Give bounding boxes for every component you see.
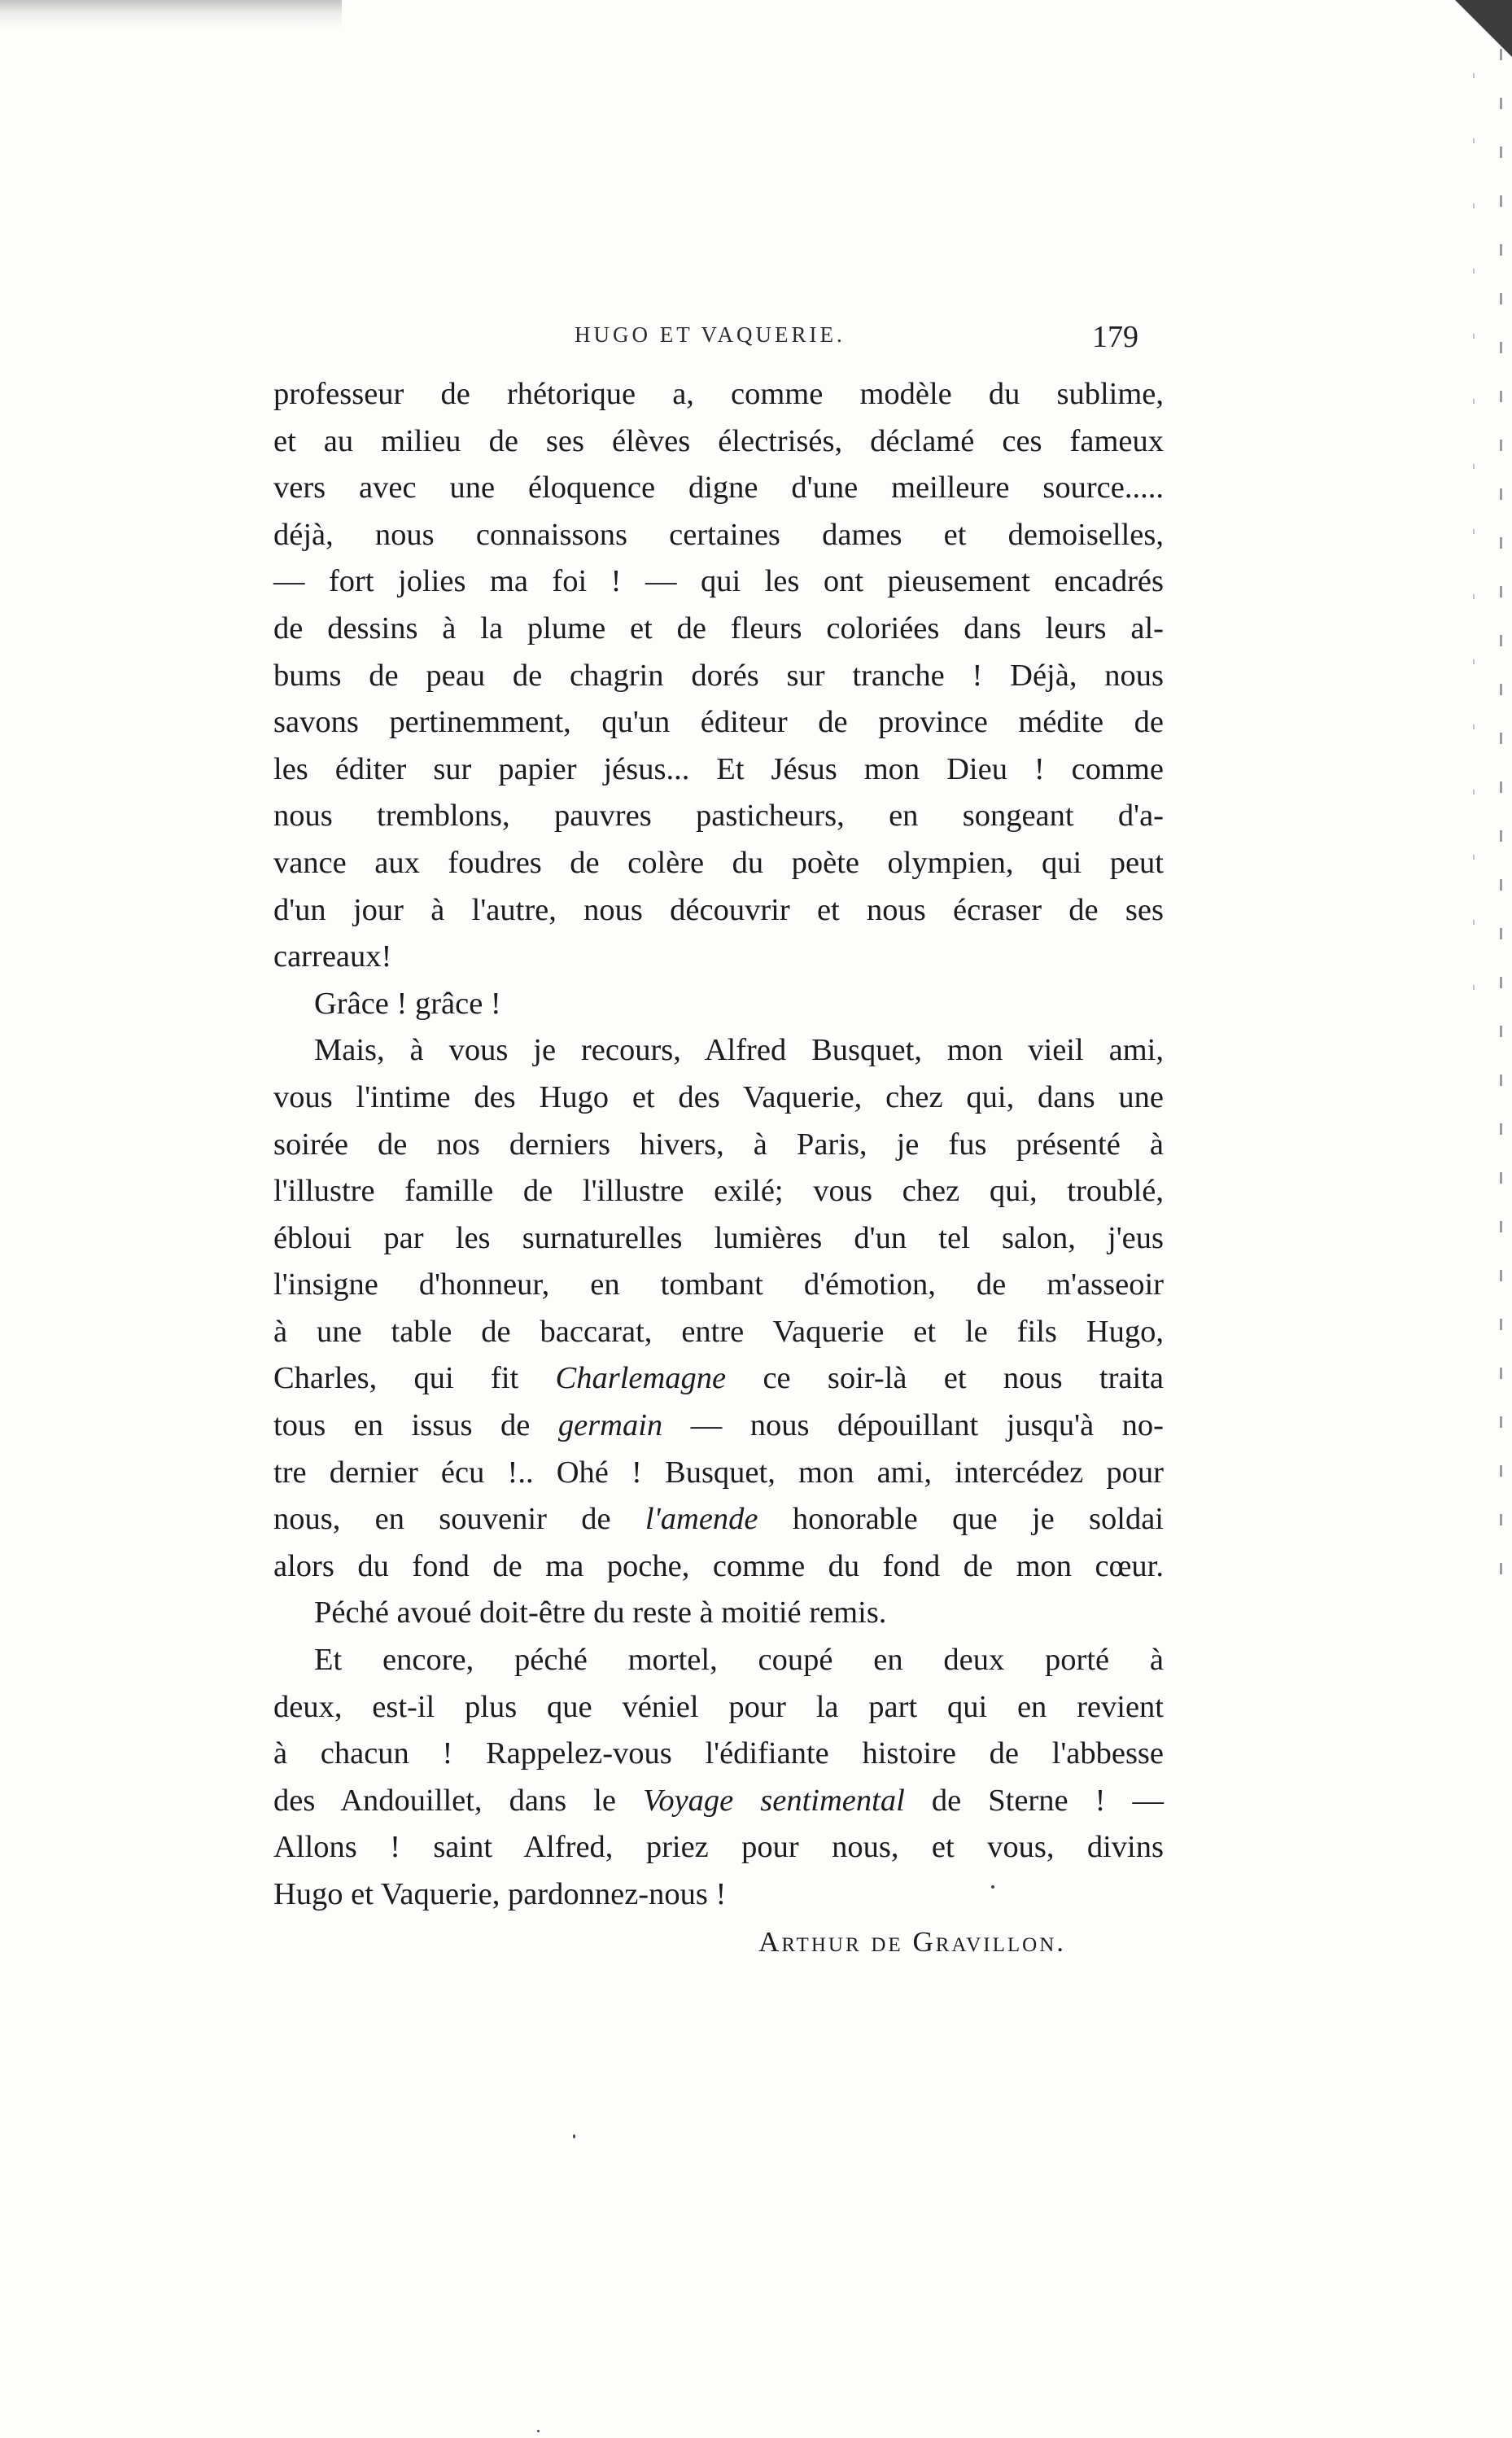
text-line: Hugo et Vaquerie, pardonnez-nous ! — [273, 1877, 727, 1911]
text-line: à chacun ! Rappelez-vous l'édifiante histoire de l'abbesse — [273, 1736, 1164, 1771]
text-line: Allons ! saint Alfred, priez pour nous, et vous, divins — [273, 1830, 1164, 1865]
text-line: les éditer sur papier jésus... Et Jésus mon Dieu ! comme — [273, 751, 1164, 786]
body-text — [273, 371, 1164, 1965]
text-line: savons pertinemment, qu'un éditeur de province médite de — [273, 705, 1164, 740]
text-line: l'insigne d'honneur, en tombant d'émotion, de m'asseoir — [273, 1267, 1164, 1302]
text-line: Grâce ! grâce ! — [314, 986, 501, 1021]
text-line: soirée de nos derniers hivers, à Paris, je fus présenté à — [273, 1127, 1164, 1162]
running-head — [273, 319, 1169, 360]
text-line: Péché avoué doit-être du reste à moitié remis. — [314, 1595, 887, 1630]
text-line: Mais, à vous je recours, Alfred Busquet, mon vieil ami, — [314, 1033, 1164, 1068]
text-line: d'un jour à l'autre, nous découvrir et nous écraser de ses — [273, 892, 1164, 927]
page-number: 179 — [1092, 320, 1138, 354]
text-line: Charles, qui fit Charlemagne ce soir-là et nous traita — [273, 1361, 1164, 1396]
text-line: nous tremblons, pauvres pasticheurs, en songeant d'a- — [273, 799, 1164, 834]
text-line: tre dernier écu !.. Ohé ! Busquet, mon ami, intercédez pour — [273, 1455, 1164, 1490]
text-line: professeur de rhétorique a, comme modèle du sublime, — [273, 377, 1164, 411]
scan-artifact-edge — [1500, 49, 1502, 1595]
text-line: ébloui par les surnaturelles lumières d'un tel salon, j'eus — [273, 1220, 1164, 1255]
text-line: vers avec une éloquence digne d'une meilleure source..... — [273, 471, 1164, 506]
text-line: bums de peau de chagrin dorés sur tranche ! Déjà, nous — [273, 658, 1164, 693]
text-line: alors du fond de ma poche, comme du fond de mon cœur. — [273, 1548, 1164, 1583]
text-line: vous l'intime des Hugo et des Vaquerie, chez qui, dans une — [273, 1079, 1164, 1114]
text-line: carreaux! — [273, 939, 392, 974]
scan-artifact-edge-inner — [1473, 73, 1475, 1050]
text-line: — fort jolies ma foi ! — qui les ont pieusement encadrés — [273, 564, 1164, 599]
text-line: l'illustre famille de l'illustre exilé; vous chez qui, troublé, — [273, 1174, 1164, 1209]
text-line: vance aux foudres de colère du poète olympien, qui peut — [273, 845, 1164, 880]
running-title: HUGO ET VAQUERIE. — [575, 322, 846, 347]
text-line: de dessins à la plume et de fleurs coloriées dans leurs al- — [273, 611, 1164, 646]
text-line: et au milieu de ses élèves électrisés, déclamé ces fameux — [273, 423, 1164, 458]
text-line: à une table de baccarat, entre Vaquerie et le fils Hugo, — [273, 1314, 1164, 1349]
ink-speck — [537, 2430, 540, 2432]
text-line: Et encore, péché mortel, coupé en deux porté à — [314, 1643, 1164, 1678]
scan-artifact-corner — [1455, 0, 1512, 57]
scan-artifact-top — [0, 0, 342, 29]
text-line: nous, en souvenir de l'amende honorable que je soldai — [273, 1502, 1165, 1537]
ink-speck — [991, 1885, 994, 1889]
ink-speck — [573, 2134, 575, 2138]
text-line: des Andouillet, dans le Voyage sentimental de Sterne ! — — [273, 1783, 1165, 1818]
author-signature: Arthur de Gravillon. — [758, 1925, 1066, 1958]
text-line: déjà, nous connaissons certaines dames et demoiselles, — [273, 517, 1164, 552]
text-line: tous en issus de germain — nous dépouillant jusqu'à no- — [273, 1408, 1164, 1443]
text-line: deux, est-il plus que véniel pour la part qui en revient — [273, 1689, 1164, 1724]
